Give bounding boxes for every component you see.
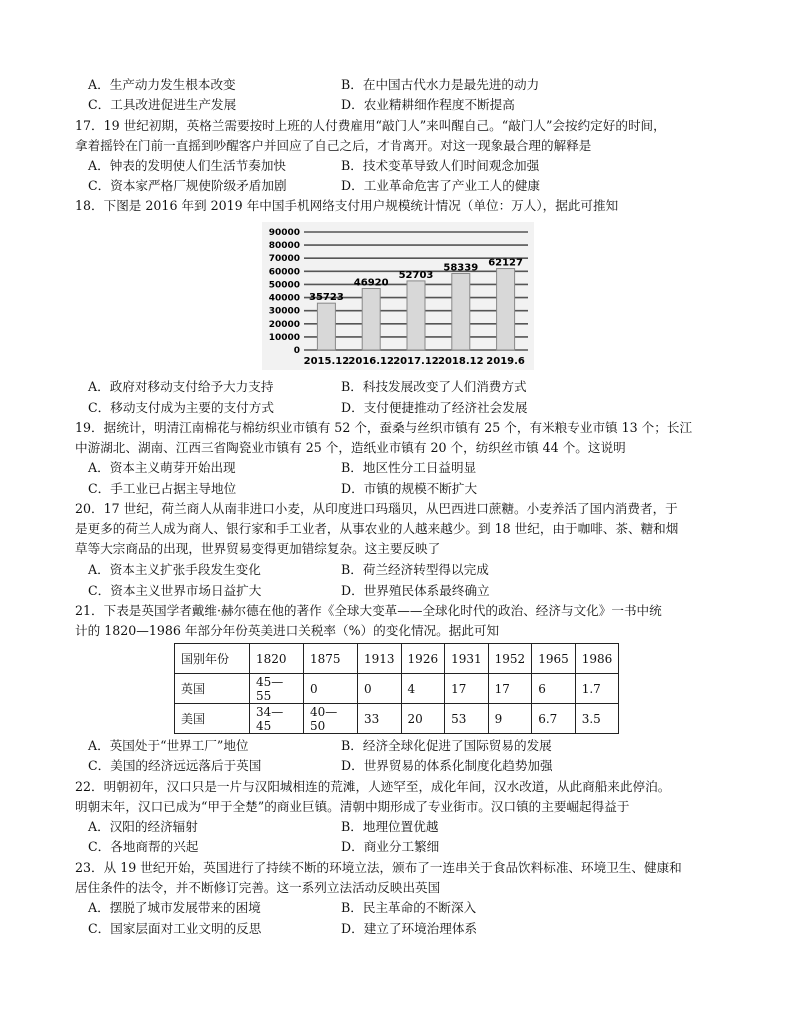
table-cell: 17 bbox=[488, 674, 532, 704]
table-header-cell: 1986 bbox=[575, 644, 619, 674]
q19-stem-text1: 19．据统计，明清江南棉花与棉纺织业市镇有 52 个，蚕桑与丝织市镇有 25 个，有米粮专业市镇 13 个；长江 bbox=[75, 420, 693, 435]
bar bbox=[497, 269, 515, 350]
chart-background bbox=[262, 222, 534, 370]
q21-stem-text2: 计的 1820—1986 年部分年份英美进口关税率（%）的变化情况。据此可知 bbox=[75, 623, 500, 638]
x-tick-label: 2019.6 bbox=[486, 356, 525, 367]
q16-options-row1 bbox=[0, 76, 794, 94]
q23-option-c: C．国家层面对工业文明的反思 bbox=[88, 921, 262, 936]
q18-options-row2 bbox=[0, 399, 794, 417]
table-header-row bbox=[175, 644, 619, 674]
table-cell: 0 bbox=[304, 674, 358, 704]
table-cell: 40—50 bbox=[304, 704, 358, 734]
bar bbox=[407, 281, 425, 350]
q23-stem-line2 bbox=[0, 879, 794, 897]
y-tick-label: 60000 bbox=[268, 267, 300, 278]
y-tick-label: 0 bbox=[293, 346, 300, 356]
q20-options-row1 bbox=[0, 561, 794, 579]
table-header-cell: 1926 bbox=[401, 644, 445, 674]
q20-option-d: D．世界殖民体系最终确立 bbox=[341, 583, 490, 598]
table-row bbox=[175, 704, 619, 734]
q21-option-c: C．美国的经济远远落后于英国 bbox=[88, 758, 262, 773]
q16-option-d: D．农业精耕细作程度不断提高 bbox=[341, 97, 515, 112]
table-cell: 3.5 bbox=[575, 704, 619, 734]
q20-stem-line3 bbox=[0, 540, 794, 558]
table-header-cell: 1952 bbox=[488, 644, 532, 674]
q17-option-b: B．技术变革导致人们时间观念加强 bbox=[341, 158, 540, 173]
q17-stem-text1: 17．19 世纪初期，英格兰需要按时上班的人付费雇用“敲门人”来叫醒自己。“敲门人”会按约定好的时间， bbox=[75, 118, 666, 133]
q17-stem-text2: 拿着摇铃在门前一直摇到吵醒客户并回应了自己之后，才肯离开。对这一现象最合理的解释是 bbox=[75, 138, 592, 153]
q21-options-row2 bbox=[0, 757, 794, 775]
q17-stem-line1 bbox=[0, 117, 794, 135]
q16-option-a: A．生产动力发生根本改变 bbox=[88, 77, 236, 92]
q20-stem-line2 bbox=[0, 520, 794, 538]
table-cell: 34—45 bbox=[250, 704, 304, 734]
table-row bbox=[175, 674, 619, 704]
q17-option-c: C．资本家严格厂规使阶级矛盾加剧 bbox=[88, 178, 287, 193]
q19-stem-text2: 中游湖北、湖南、江西三省陶瓷业市镇有 25 个，造纸业市镇有 20 个，纺织丝市镇 44 个。这说明 bbox=[75, 440, 626, 455]
q21-stem-text1: 21．下表是英国学者戴维·赫尔德在他的著作《全球大变革——全球化时代的政治、经济与文化》一书中统 bbox=[75, 603, 662, 618]
x-tick-label: 2016.12 bbox=[348, 356, 394, 367]
q19-stem-line1 bbox=[0, 419, 794, 437]
q20-option-b: B．荷兰经济转型得以完成 bbox=[341, 562, 489, 577]
q19-options-row1 bbox=[0, 459, 794, 477]
q19-option-c: C．手工业已占据主导地位 bbox=[88, 481, 237, 496]
q19-option-d: D．市镇的规模不断扩大 bbox=[341, 481, 478, 496]
q18-option-a: A．政府对移动支付给予大力支持 bbox=[88, 379, 274, 394]
y-tick-label: 70000 bbox=[268, 254, 300, 265]
y-tick-label: 20000 bbox=[268, 319, 300, 330]
q21-options-row1 bbox=[0, 737, 794, 755]
q21-stem-line1 bbox=[0, 602, 794, 620]
q16-option-c: C．工具改进促进生产发展 bbox=[88, 97, 237, 112]
x-tick-label: 2017.12 bbox=[393, 356, 439, 367]
y-tick-label: 30000 bbox=[268, 306, 300, 317]
q20-stem-text2: 是更多的荷兰人成为商人、银行家和手工业者，从事农业的人越来越少。到 18 世纪，由于咖啡、茶、糖和烟 bbox=[75, 521, 679, 536]
y-tick-label: 90000 bbox=[268, 228, 300, 238]
q17-option-a: A．钟表的发明使人们生活节奏加快 bbox=[88, 158, 287, 173]
q21-stem-line2 bbox=[0, 622, 794, 640]
q20-options-row2 bbox=[0, 582, 794, 600]
bar bbox=[362, 288, 380, 350]
q22-options-row2 bbox=[0, 838, 794, 856]
q19-options-row2 bbox=[0, 480, 794, 498]
q23-option-b: B．民主革命的不断深入 bbox=[341, 900, 477, 915]
q23-stem-text1: 23．从 19 世纪开始，英国进行了持续不断的环境立法，颁布了一连串关于食品饮料标准、环境卫生、健康和 bbox=[75, 860, 682, 875]
q22-option-c: C．各地商帮的兴起 bbox=[88, 839, 199, 854]
table-cell: 6 bbox=[532, 674, 576, 704]
y-tick-label: 50000 bbox=[268, 280, 300, 291]
table-cell: 45—55 bbox=[250, 674, 304, 704]
table-cell: 4 bbox=[401, 674, 445, 704]
q23-option-a: A．摆脱了城市发展带来的困境 bbox=[88, 900, 261, 915]
q17-options-row2 bbox=[0, 177, 794, 195]
table-header-cell: 1820 bbox=[250, 644, 304, 674]
table-header-cell: 1875 bbox=[304, 644, 358, 674]
q18-option-b: B．科技发展改变了人们消费方式 bbox=[341, 379, 527, 394]
q18-option-c: C．移动支付成为主要的支付方式 bbox=[88, 400, 274, 415]
y-tick-label: 10000 bbox=[268, 332, 300, 343]
y-tick-label: 40000 bbox=[268, 293, 300, 304]
q19-option-a: A．资本主义萌芽开始出现 bbox=[88, 460, 236, 475]
bar-value-label: 52703 bbox=[398, 269, 434, 281]
q20-stem-text3: 草等大宗商品的出现，世界贸易变得更加错综复杂。这主要反映了 bbox=[75, 541, 441, 556]
q20-option-a: A．资本主义扩张手段发生变化 bbox=[88, 562, 261, 577]
q21-option-d: D．世界贸易的体系化制度化趋势加强 bbox=[341, 758, 553, 773]
q17-option-d: D．工业革命危害了产业工人的健康 bbox=[341, 178, 541, 193]
q19-option-b: B．地区性分工日益明显 bbox=[341, 460, 477, 475]
q16-options-row2 bbox=[0, 96, 794, 114]
table-cell: 20 bbox=[401, 704, 445, 734]
table-cell: 1.7 bbox=[575, 674, 619, 704]
table-header-cell: 1931 bbox=[445, 644, 489, 674]
q23-option-d: D．建立了环境治理体系 bbox=[341, 921, 478, 936]
table-cell: 6.7 bbox=[532, 704, 576, 734]
q19-stem-line2 bbox=[0, 439, 794, 457]
x-tick-label: 2015.12 bbox=[303, 356, 350, 367]
bar-value-label: 62127 bbox=[488, 257, 523, 269]
q23-options-row1 bbox=[0, 899, 794, 917]
table-cell: 美国 bbox=[175, 704, 250, 734]
q17-stem-line2 bbox=[0, 137, 794, 155]
q18-stem-text1: 18．下图是 2016 年到 2019 年中国手机网络支付用户规模统计情况（单位：万人），据此可推知 bbox=[75, 198, 619, 213]
q22-stem-text1: 22．明朝初年，汉口只是一片与汉阳城相连的荒滩，人迹罕至，成化年间，汉水改道，从此商船来此停泊。 bbox=[75, 779, 671, 794]
q16-option-b: B．在中国古代水力是最先进的动力 bbox=[341, 77, 540, 92]
table-header-cell: 国别年份 bbox=[175, 644, 250, 674]
bar bbox=[452, 274, 470, 350]
q23-options-row2 bbox=[0, 920, 794, 938]
q22-stem-text2: 明朝末年，汉口已成为“甲于全楚”的商业巨镇。清朝中期形成了专业街市。汉口镇的主要崛起得益于 bbox=[75, 799, 630, 814]
q22-option-a: A．汉阳的经济辐射 bbox=[88, 819, 198, 834]
table-cell: 英国 bbox=[175, 674, 250, 704]
q18-options-row1 bbox=[0, 378, 794, 396]
table-cell: 17 bbox=[445, 674, 489, 704]
q20-stem-text1: 20．17 世纪，荷兰商人从南非进口小麦，从印度进口玛瑙贝，从巴西进口蔗糖。小麦养活了国内消费者，于 bbox=[75, 501, 678, 516]
bar bbox=[317, 303, 335, 350]
bar-value-label: 35723 bbox=[309, 292, 344, 304]
q21-tariff-table bbox=[174, 643, 619, 734]
bar-value-label: 46920 bbox=[353, 277, 389, 289]
q18-bar-chart bbox=[262, 222, 534, 370]
q23-stem-text2: 居住条件的法令，并不断修订完善。这一系列立法活动反映出英国 bbox=[75, 880, 441, 895]
table-header-cell: 1965 bbox=[532, 644, 576, 674]
q20-stem-line1 bbox=[0, 500, 794, 518]
q18-option-d: D．支付便捷推动了经济社会发展 bbox=[341, 400, 528, 415]
table-cell: 53 bbox=[445, 704, 489, 734]
bar-value-label: 58339 bbox=[443, 262, 479, 274]
q22-stem-line2 bbox=[0, 798, 794, 816]
table-cell: 33 bbox=[358, 704, 402, 734]
table-header-cell: 1913 bbox=[358, 644, 402, 674]
q22-stem-line1 bbox=[0, 778, 794, 796]
x-tick-label: 2018.12 bbox=[438, 356, 484, 367]
q17-options-row1 bbox=[0, 157, 794, 175]
q18-stem-line1 bbox=[0, 197, 794, 215]
q20-option-c: C．资本主义世界市场日益扩大 bbox=[88, 583, 262, 598]
table-cell: 9 bbox=[488, 704, 532, 734]
q22-option-d: D．商业分工繁细 bbox=[341, 839, 440, 854]
q23-stem-line1 bbox=[0, 859, 794, 877]
y-tick-label: 80000 bbox=[268, 241, 300, 252]
q22-options-row1 bbox=[0, 818, 794, 836]
q21-option-a: A．英国处于“世界工厂”地位 bbox=[88, 738, 249, 753]
table-cell: 0 bbox=[358, 674, 402, 704]
chart-x-tick-labels bbox=[304, 356, 525, 367]
q21-option-b: B．经济全球化促进了国际贸易的发展 bbox=[341, 738, 552, 753]
q22-option-b: B．地理位置优越 bbox=[341, 819, 439, 834]
